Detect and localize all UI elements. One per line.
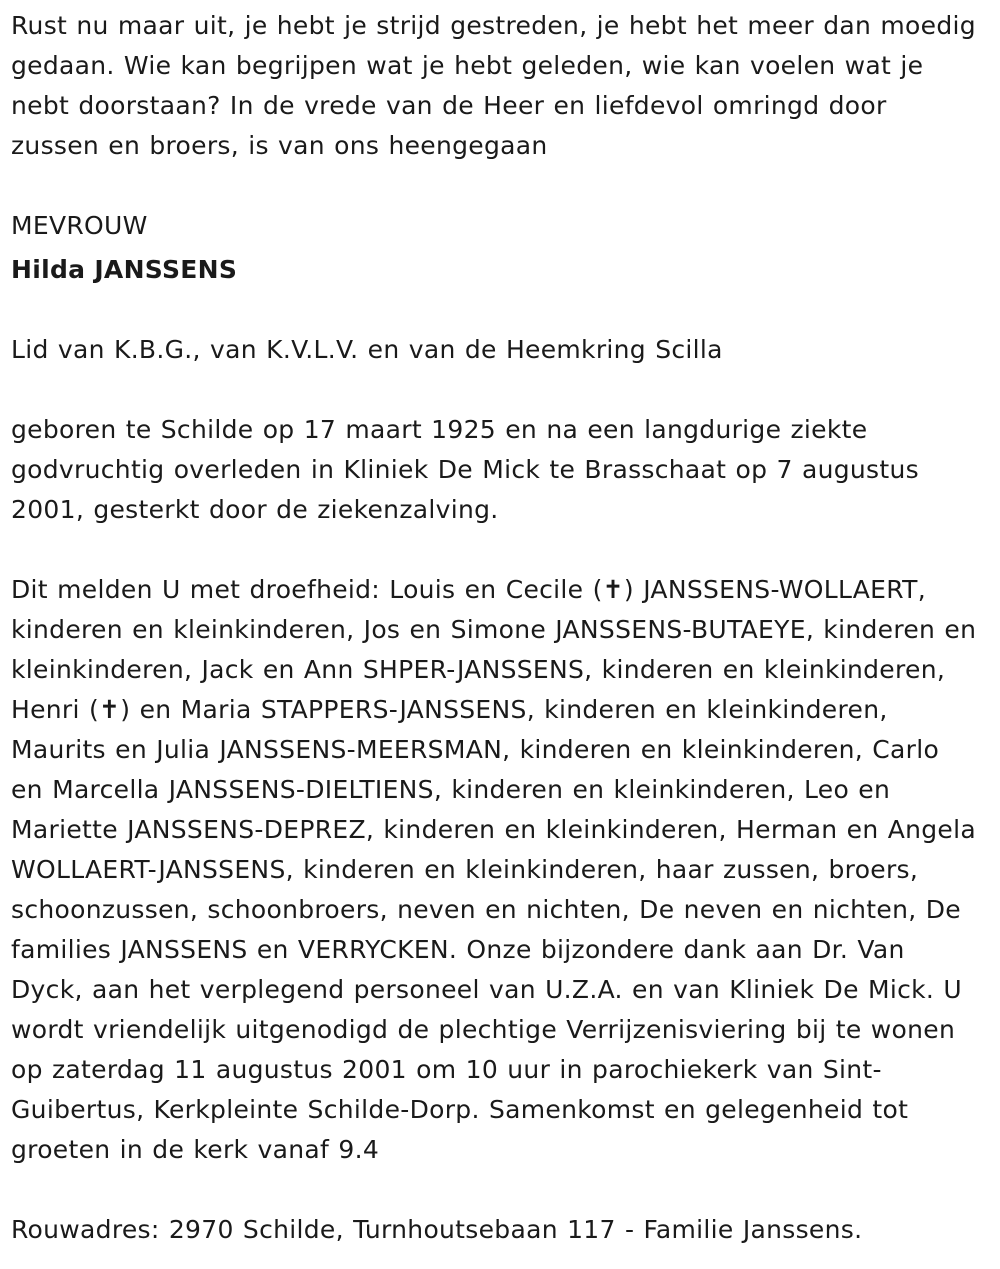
announcement-paragraph: Dit melden U met droefheid: Louis en Cecile (✝) JANSSENS-WOLLAERT, kinderen en kleinkinderen, Jos en Simone JANSSENS-BUTAEYE, kinderen en kleinkinderen, Jack en Ann SHPER-JANSSENS, kinderen en kleinkinderen, Henri (✝) en Maria STAPPERS-JANSSENS, kinderen en kleinkinderen, Maurits en Julia JANSSENS-MEERSMAN, kinderen en kleinkinderen, Carlo en Marcella JANSSENS-DIELTIENS, kinderen en kleinkinderen, Leo en Mariette JANSSENS-DEPREZ, kinderen en kleinkinderen, Herman en Angela WOLLAERT-JANSSENS, kinderen en kleinkinderen, haar zussen, broers, schoonzussen, schoonbroers, neven en nichten, De neven en nichten, De families JANSSENS en VERRYCKEN. Onze bijzondere dank aan Dr. Van Dyck, aan het verplegend personeel van U.Z.A. en van Kliniek De Mick. U wordt vriendelijk uitgenodigd de plechtige Verrijzenisviering bij te wonen op zaterdag 11 augustus 2001 om 10 uur in parochiekerk van Sint-Guibertus, Kerkpleinte Schilde-Dorp. Samenkomst en gelegenheid tot groeten in de kerk vanaf 9.4	[11, 575, 977, 1164]
spacer	[11, 290, 980, 330]
spacer	[11, 166, 980, 206]
spacer	[11, 370, 980, 410]
deceased-name: Hilda JANSSENS	[11, 255, 238, 284]
mourning-address: Rouwadres: 2970 Schilde, Turnhoutsebaan 117 - Familie Janssens.	[11, 1215, 863, 1244]
membership-line: Lid van K.B.G., van K.V.L.V. en van de Heemkring Scilla	[11, 335, 723, 364]
spacer	[11, 530, 980, 570]
honorific-title: MEVROUW	[11, 211, 148, 240]
spacer	[11, 1170, 980, 1210]
birth-death-paragraph: geboren te Schilde op 17 maart 1925 en na een langdurige ziekte godvruchtig overleden in Kliniek De Mick te Brasschaat op 7 augustus 2001, gesterkt door de ziekenzalving.	[11, 415, 919, 524]
intro-poem: Rust nu maar uit, je hebt je strijd gestreden, je hebt het meer dan moedig gedaan. Wie kan begrijpen wat je hebt geleden, wie kan voelen wat je nebt doorstaan? In de vrede van de Heer en liefdevol omringd door zussen en broers, is van ons heengegaan	[11, 11, 976, 160]
